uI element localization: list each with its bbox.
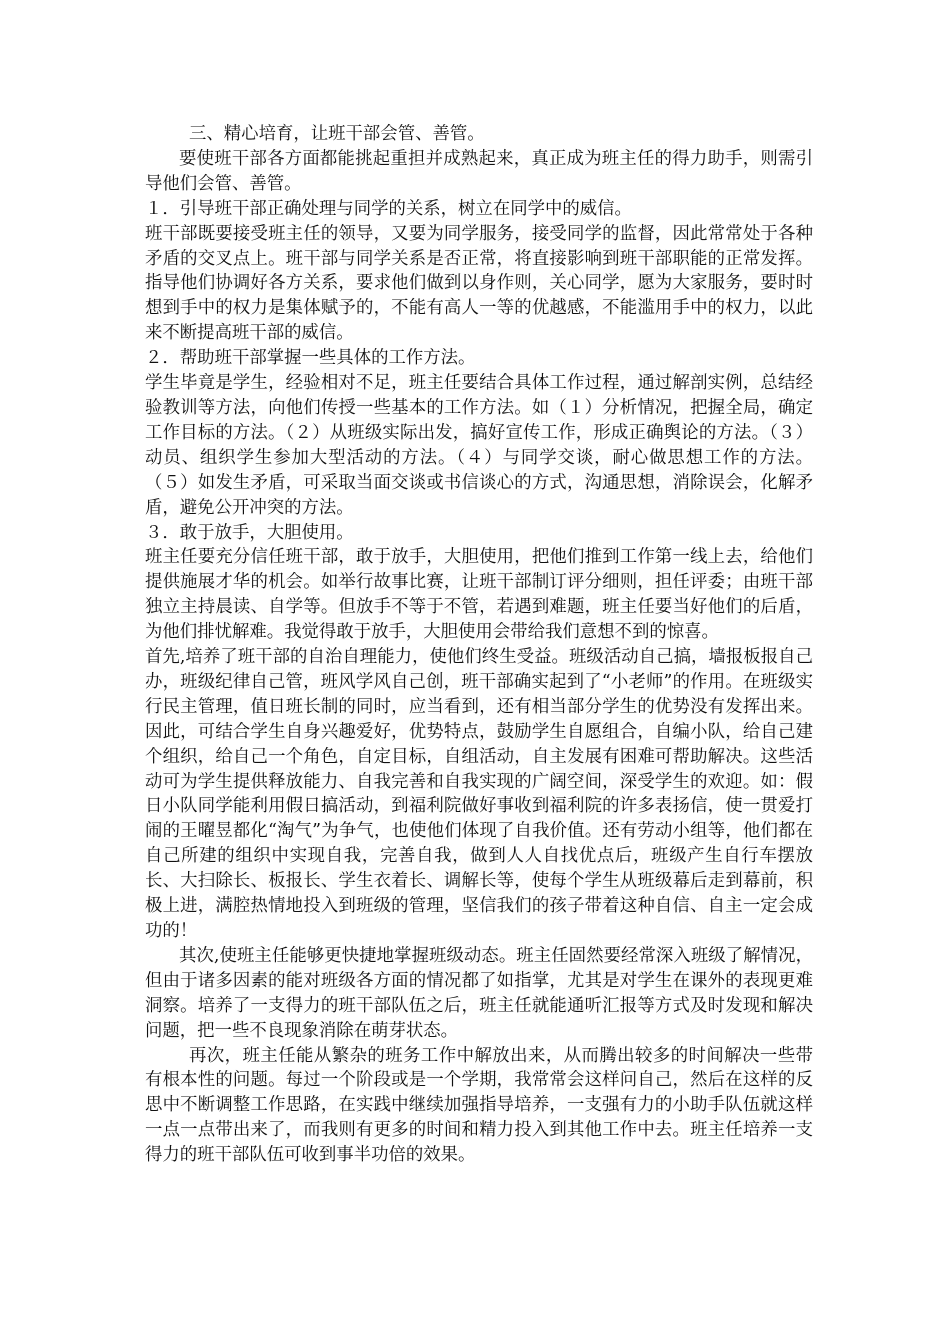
item1-body: 班干部既要接受班主任的领导，又要为同学服务，接受同学的监督，因此常常处于各种矛盾的交叉点上。班干部与同学关系是否正常，将直接影响到班干部职能的正常发挥。指导他们协调好各方关系，要求他们做到以身作则，关心同学，愿为大家服务，要时时想到手中的权力是集体赋予的，不能有高人一等的优越感，不能滥用手中的权力，以此来不断提高班干部的威信。 xyxy=(145,223,813,344)
second-paragraph: 其次,使班主任能够更快捷地掌握班级动态。班主任固然要经常深入班级了解情况，但由于诸多因素的能对班级各方面的情况都了如指掌，尤其是对学生在课外的表现更难洞察。培养了一支得力的班干部队伍之后，班主任就能通听汇报等方式及时发现和解决问题，把一些不良现象消除在萌芽状态。 xyxy=(145,945,813,1041)
document-page xyxy=(145,122,813,1168)
section-heading: 三、精心培育，让班干部会管、善管。 xyxy=(189,124,485,144)
intro-paragraph: 要使班干部各方面都能挑起重担并成熟起来，真正成为班主任的得力助手，则需引导他们会管、善管。 xyxy=(145,148,813,194)
item2-heading: ２．帮助班干部掌握一些具体的工作方法。 xyxy=(145,348,476,369)
third-paragraph: 再次，班主任能从繁杂的班务工作中解放出来，从而腾出较多的时间解决一些带有根本性的问题。每过一个阶段或是一个学期，我常常会这样问自己，然后在这样的反思中不断调整工作思路，在实践中继续加强指导培养，一支强有力的小助手队伍就这样一点一点带出来了，而我则有更多的时间和精力投入到其他工作中去。班主任培养一支得力的班干部队伍可收到事半功倍的效果。 xyxy=(145,1045,813,1166)
item1-heading: １．引导班干部正确处理与同学的关系，树立在同学中的威信。 xyxy=(145,198,632,219)
item2-body: 学生毕竟是学生，经验相对不足，班主任要结合具体工作过程，通过解剖实例，总结经验教训等方法，向他们传授一些基本的工作方法。如（１）分析情况，把握全局，确定工作目标的方法。（２）从班级实际出发，搞好宣传工作，形成正确舆论的方法。（３）动员、组织学生参加大型活动的方法。（４）与同学交谈，耐心做思想工作的方法。（５）如发生矛盾，可采取当面交谈或书信谈心的方式，沟通思想，消除误会，化解矛盾，避免公开冲突的方法。 xyxy=(145,373,813,518)
item3-body: 班主任要充分信任班干部，敢于放手，大胆使用，把他们推到工作第一线上去，给他们提供施展才华的机会。如举行故事比赛，让班干部制订评分细则，担任评委；由班干部独立主持晨读、自学等。但放手不等于不管，若遇到难题，班主任要当好他们的后盾，为他们排忧解难。我觉得敢于放手，大胆使用会带给我们意想不到的惊喜。 xyxy=(145,547,813,643)
item3-heading: ３．敢于放手，大胆使用。 xyxy=(145,522,354,543)
first-paragraph: 首先,培养了班干部的自治自理能力，使他们终生受益。班级活动自己搞，墙报板报自己办，班级纪律自己管，班风学风自己创，班干部确实起到了“小老师”的作用。在班级实行民主管理，值日班长制的同时，应当看到，还有相当部分学生的优势没有发挥出来。因此，可结合学生自身兴趣爱好，优势特点，鼓励学生自愿组合，自编小队，给自己建个组织，给自己一个角色，自定目标，自组活动，自主发展有困难可帮助解决。这些活动可为学生提供释放能力、自我完善和自我实现的广阔空间，深受学生的欢迎。如：假日小队同学能利用假日搞活动，到福利院做好事收到福利院的许多表扬信，使一贯爱打闹的王曜昱都化“淘气”为争气，也使他们体现了自我价值。还有劳动小组等，他们都在自己所建的组织中实现自我，完善自我，做到人人自找优点后，班级产生自行车摆放长、大扫除长、板报长、学生衣着长、调解长等，使每个学生从班级幕后走到幕前，积极上进，满腔热情地投入到班级的管理，坚信我们的孩子带着这种自信、自主一定会成功的！ xyxy=(145,647,813,941)
